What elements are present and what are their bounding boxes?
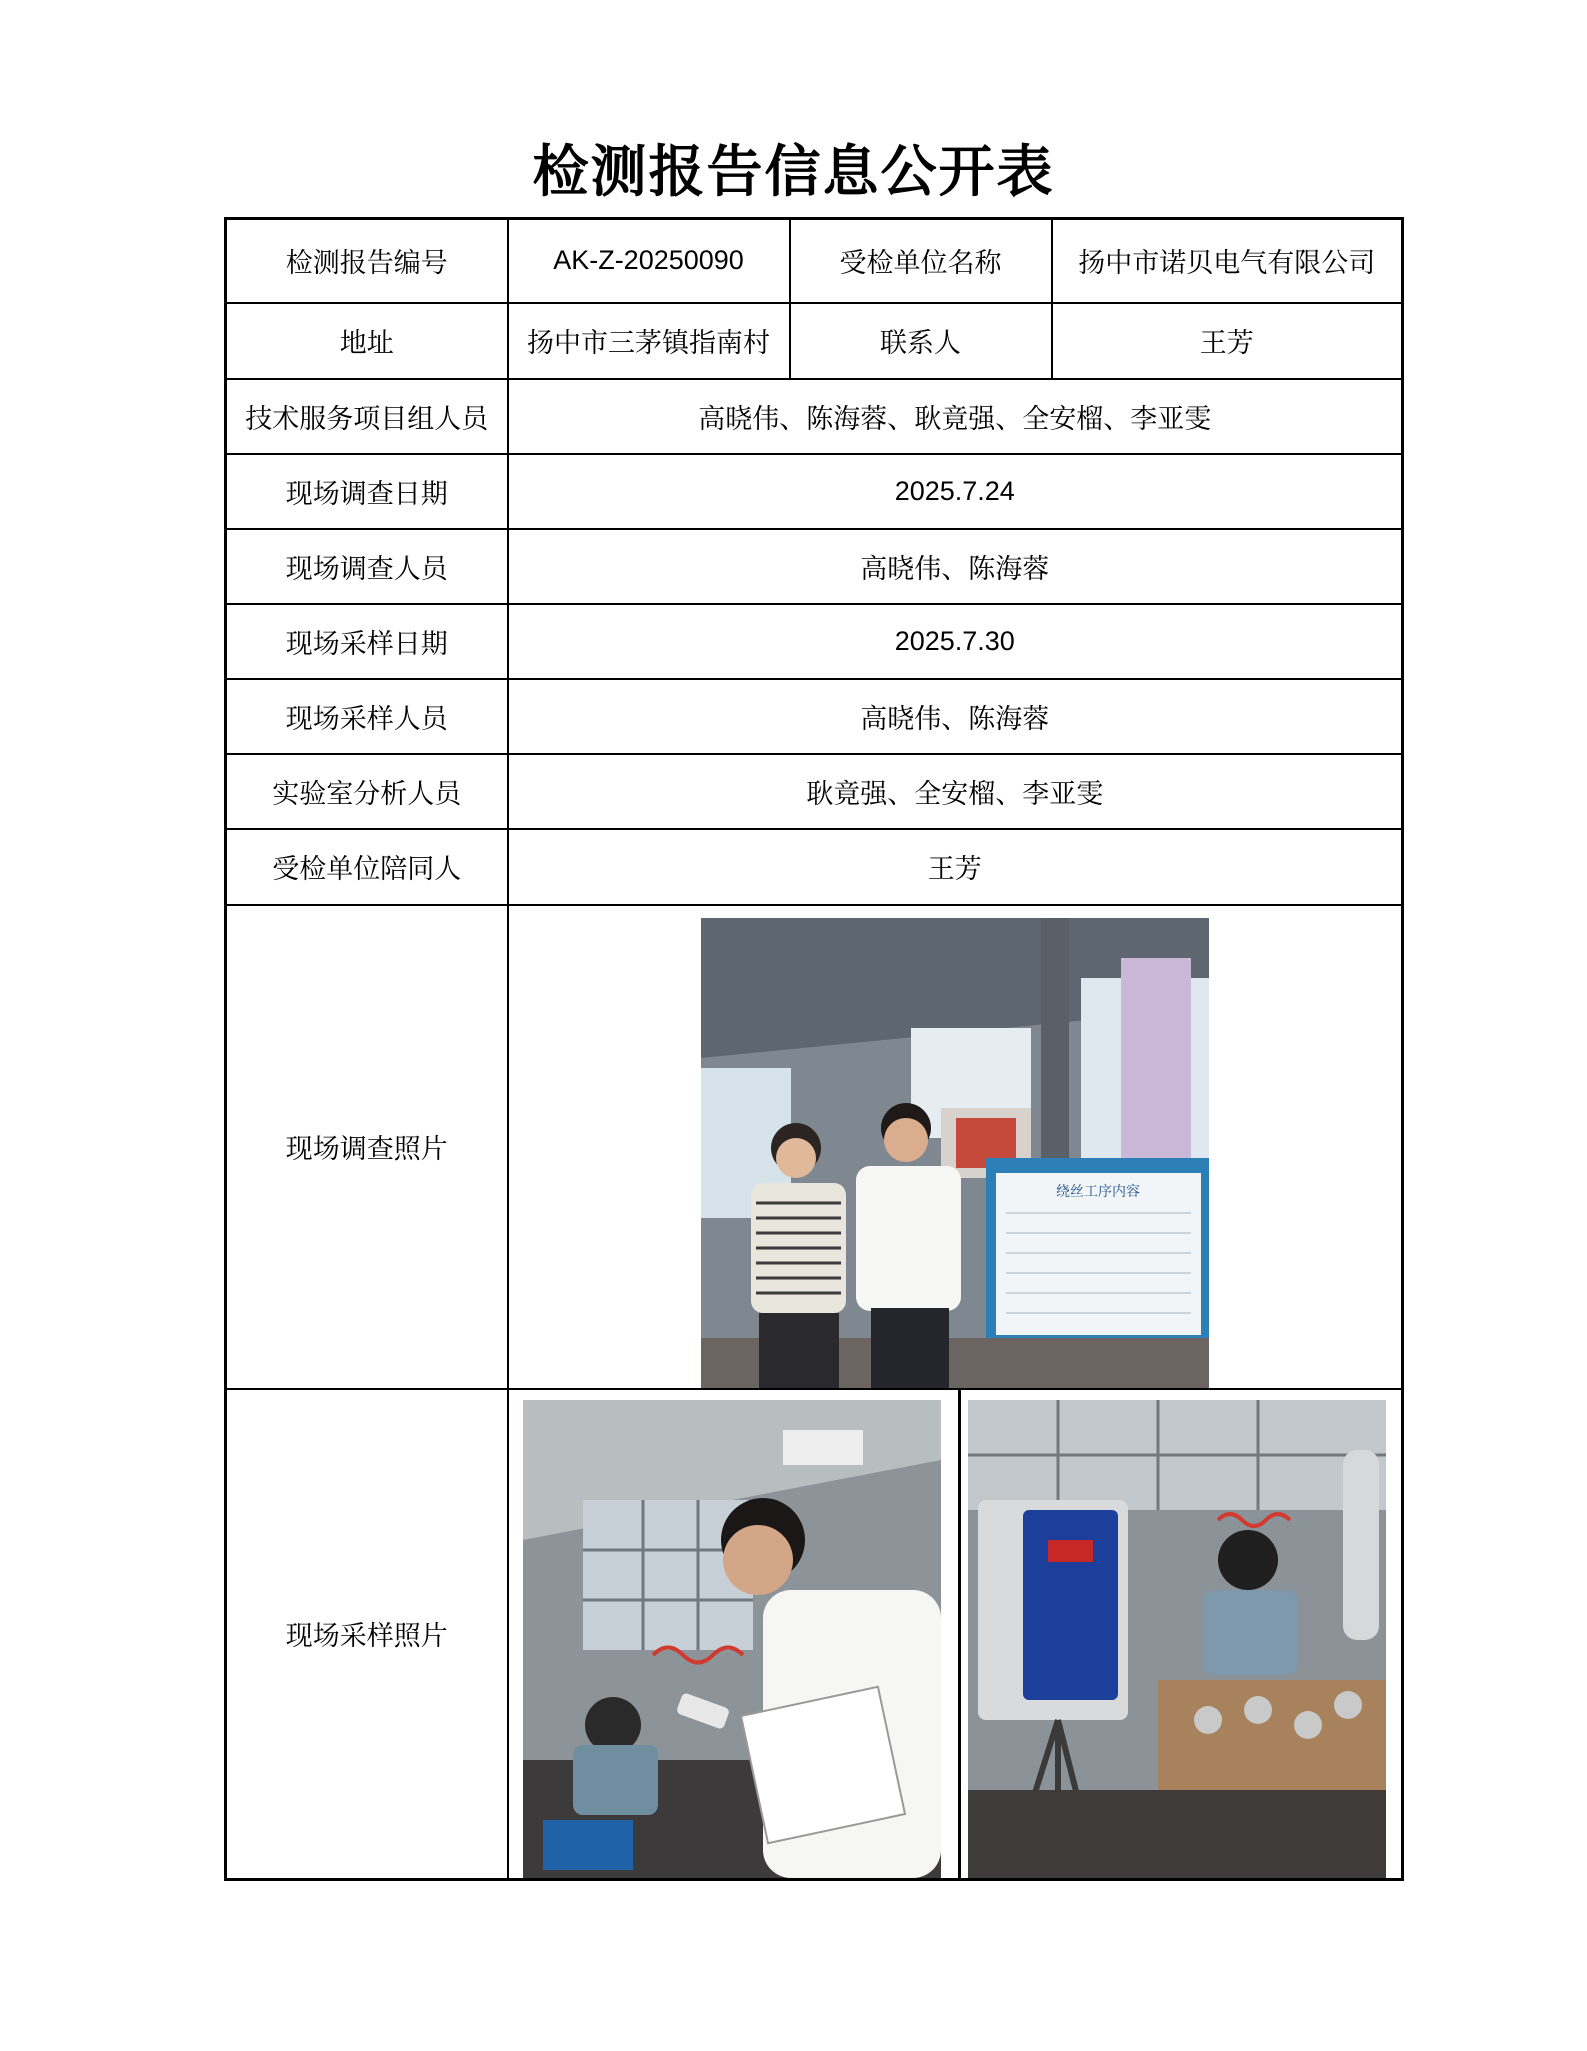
sampling-date-value: 2025.7.30 xyxy=(508,604,1403,679)
report-table xyxy=(224,217,1404,1881)
address-label: 地址 xyxy=(226,303,508,379)
page-title: 检测报告信息公开表 xyxy=(532,140,1055,205)
row-survey-date xyxy=(226,454,1403,529)
lab-staff-value: 耿竟强、全安榴、李亚雯 xyxy=(508,754,1403,829)
unit-name-label: 受检单位名称 xyxy=(790,219,1052,303)
sampling-photo-label: 现场采样照片 xyxy=(226,1389,508,1880)
row-survey-staff xyxy=(226,529,1403,604)
photo-divider xyxy=(958,1390,961,1879)
survey-date-label: 现场调查日期 xyxy=(226,454,508,529)
sampling-photo-cell xyxy=(508,1389,1403,1880)
escort-label: 受检单位陪同人 xyxy=(226,829,508,905)
survey-photo xyxy=(701,918,1209,1388)
unit-name-value: 扬中市诺贝电气有限公司 xyxy=(1052,219,1403,303)
report-no-value: AK-Z-20250090 xyxy=(508,219,790,303)
row-lab-staff xyxy=(226,754,1403,829)
row-sampling-date xyxy=(226,604,1403,679)
lab-staff-label: 实验室分析人员 xyxy=(226,754,508,829)
sampling-staff-label: 现场采样人员 xyxy=(226,679,508,754)
row-survey-photo xyxy=(226,905,1403,1389)
team-label: 技术服务项目组人员 xyxy=(226,379,508,454)
survey-staff-value: 高晓伟、陈海蓉 xyxy=(508,529,1403,604)
row-sampling-staff xyxy=(226,679,1403,754)
escort-value: 王芳 xyxy=(508,829,1403,905)
address-value: 扬中市三茅镇指南村 xyxy=(508,303,790,379)
survey-staff-label: 现场调查人员 xyxy=(226,529,508,604)
report-no-label: 检测报告编号 xyxy=(226,219,508,303)
row-sampling-photo xyxy=(226,1389,1403,1880)
row-address xyxy=(226,303,1403,379)
sampling-staff-value: 高晓伟、陈海蓉 xyxy=(508,679,1403,754)
survey-photo-cell xyxy=(508,905,1403,1389)
row-report-no xyxy=(226,219,1403,303)
sampling-photo-left xyxy=(523,1400,941,1878)
row-escort xyxy=(226,829,1403,905)
sampling-photo-right xyxy=(968,1400,1386,1878)
survey-date-value: 2025.7.24 xyxy=(508,454,1403,529)
row-team xyxy=(226,379,1403,454)
board-heading: 绕丝工序内容 xyxy=(1055,1183,1140,1200)
contact-label: 联系人 xyxy=(790,303,1052,379)
sampling-date-label: 现场采样日期 xyxy=(226,604,508,679)
survey-photo-label: 现场调查照片 xyxy=(226,905,508,1389)
team-value: 高晓伟、陈海蓉、耿竟强、全安榴、李亚雯 xyxy=(508,379,1403,454)
contact-value: 王芳 xyxy=(1052,303,1403,379)
